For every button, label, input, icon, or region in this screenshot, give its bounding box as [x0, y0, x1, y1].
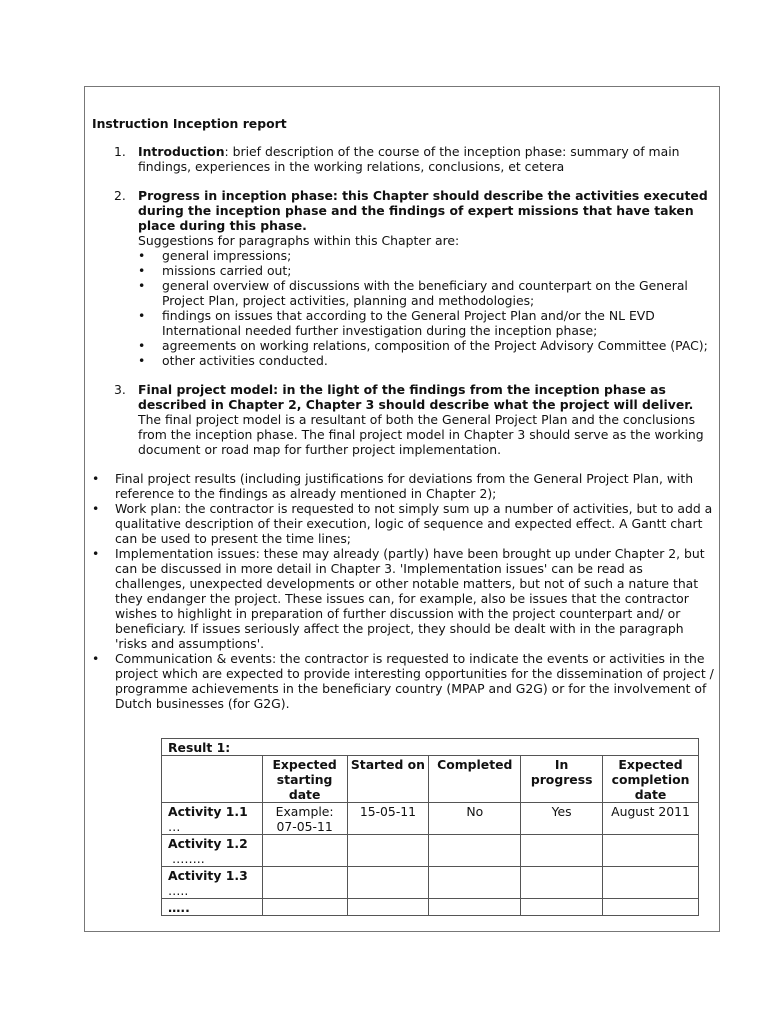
bullet-icon: •: [92, 651, 100, 666]
list-item: • agreements on working relations, composition of the Project Advisory Committee (PAC);: [138, 338, 708, 353]
table-cell: [347, 899, 429, 916]
section-number: 2.: [114, 188, 126, 203]
row-label: Activity 1.1 …: [162, 803, 263, 835]
row-label: Activity 1.2 ……..: [162, 835, 263, 867]
list-item: • Work plan: the contractor is requested to not simply sum up a number of activities, but to add a qualitative description of their execution, logic of sequence and expected effect. A Gantt chart can be used to present the time lines;: [92, 501, 713, 546]
bullet-icon: •: [138, 263, 146, 278]
section-introduction: [92, 144, 716, 174]
list-item: • missions carried out;: [138, 263, 292, 278]
table-cell: [262, 899, 347, 916]
section-heading: Introduction: [138, 144, 225, 159]
column-header: Started on: [347, 756, 429, 803]
section-intro: Suggestions for paragraphs within this Chapter are:: [138, 233, 460, 248]
table-cell: [429, 835, 521, 867]
table-cell: [347, 835, 429, 867]
section-heading: Progress in inception phase: this Chapter should describe the activities executed during the inception phase and the findings of expert missions that have taken place during this phase.: [138, 188, 708, 233]
table-cell: [262, 867, 347, 899]
bullet-icon: •: [92, 501, 100, 516]
table-cell: Yes: [521, 803, 603, 835]
list-item: • Implementation issues: these may already (partly) have been brought up under Chapter 2, but can be discussed in more detail in Chapter 3. 'Implementation issues' can be read as challenges, unexpected developments or other notable matters, but not of such a nature that they endanger the project. These issues can, for example, also be issues that the contractor wishes to highlight in preparation of further discussion with the project counterpart and/ or beneficiary. If issues seriously affect the project, they should be dealt with in the paragraph 'risks and assumptions'.: [92, 546, 705, 651]
table-cell: [347, 867, 429, 899]
list-item: • general impressions;: [138, 248, 292, 263]
table-row: [162, 803, 699, 835]
suggestion-list: [138, 248, 716, 368]
bullet-icon: •: [138, 248, 146, 263]
section-number: 1.: [114, 144, 126, 159]
section-progress: [92, 188, 716, 368]
table-cell: [603, 835, 699, 867]
table-header-row: [162, 756, 699, 803]
section-text: : brief description of the course of the inception phase: summary of main findings, experiences in the working relations, conclusions, et cetera: [138, 144, 680, 174]
result-label: Result 1:: [162, 739, 699, 756]
table-cell: 15-05-11: [347, 803, 429, 835]
document-title: Instruction Inception report: [92, 116, 287, 131]
list-item: • other activities conducted.: [138, 353, 328, 368]
table-cell: [262, 835, 347, 867]
list-item: • Final project results (including justifications for deviations from the General Project Plan, with reference to the findings as already mentioned in Chapter 2);: [92, 471, 694, 501]
column-header: In progress: [521, 756, 603, 803]
table-cell: August 2011: [603, 803, 699, 835]
column-header: Expected completion date: [603, 756, 699, 803]
list-item: • findings on issues that according to the General Project Plan and/or the NL EVD International needed further investigation during the inception phase;: [138, 308, 655, 338]
section-final-model: [92, 382, 716, 457]
table-row: [162, 899, 699, 916]
table-cell: [521, 899, 603, 916]
bullet-icon: •: [138, 353, 146, 368]
table-cell: Example: 07-05-11: [262, 803, 347, 835]
bullet-icon: •: [138, 278, 146, 293]
row-label: Activity 1.3 …..: [162, 867, 263, 899]
result-table: [161, 738, 699, 916]
numbered-list: [92, 144, 716, 457]
table-cell: [521, 867, 603, 899]
table-header-result-row: [162, 739, 699, 756]
list-item: • general overview of discussions with the beneficiary and counterpart on the General Project Plan, project activities, planning and methodologies;: [138, 278, 688, 308]
table-cell: No: [429, 803, 521, 835]
bullet-icon: •: [138, 308, 146, 323]
bullet-icon: •: [138, 338, 146, 353]
table-cell: [429, 899, 521, 916]
table-row: [162, 867, 699, 899]
section-text: The final project model is a resultant of both the General Project Plan and the conclusions from the inception phase. The final project model in Chapter 3 should serve as the working document or road map for further project implementation.: [138, 412, 704, 457]
document-body: [92, 116, 716, 711]
list-item: • Communication & events: the contractor is requested to indicate the events or activities in the project which are expected to provide interesting opportunities for the dissemination of project / programme achievements in the beneficiary country (MPAP and G2G) or for the involvement of Dutch businesses (for G2G).: [92, 651, 714, 711]
row-label: …..: [162, 899, 263, 916]
table-cell: [162, 756, 263, 803]
results-list: [92, 471, 716, 711]
bullet-icon: •: [92, 546, 100, 561]
column-header: Completed: [429, 756, 521, 803]
table-cell: [603, 899, 699, 916]
table-cell: [521, 835, 603, 867]
column-header: Expected starting date: [262, 756, 347, 803]
table-cell: [429, 867, 521, 899]
table-row: [162, 835, 699, 867]
bullet-icon: •: [92, 471, 100, 486]
table-cell: [603, 867, 699, 899]
section-heading: Final project model: in the light of the findings from the inception phase as described in Chapter 2, Chapter 3 should describe what the project will deliver.: [138, 382, 694, 412]
section-number: 3.: [114, 382, 126, 397]
